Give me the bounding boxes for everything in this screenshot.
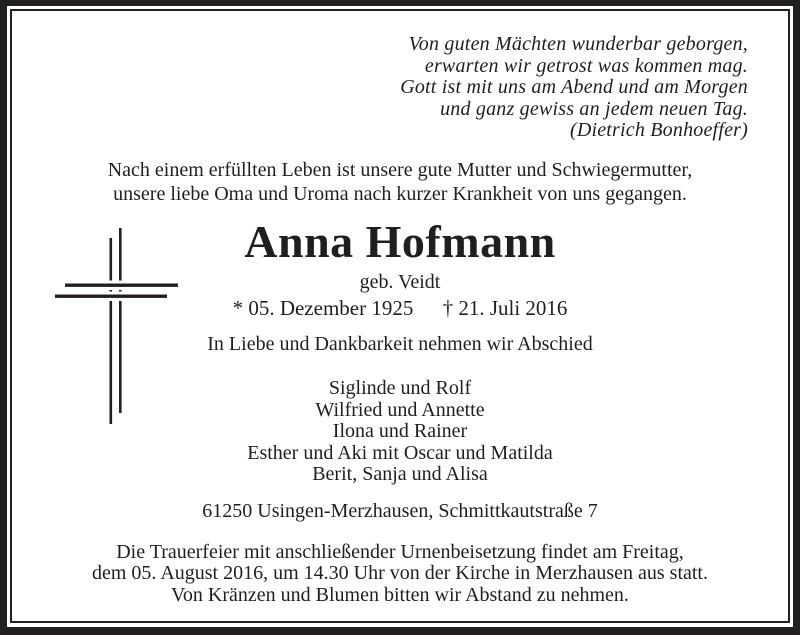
mourner-line: Ilona und Rainer [332,420,468,443]
intro-line: unsere liebe Oma und Uroma nach kurzer Krankheit von uns gegangen. [113,182,687,205]
poem-line: und ganz gewiss an jedem neuen Tag. [440,97,748,120]
funeral-line: dem 05. August 2016, um 14.30 Uhr von der Kirche in Merzhausen aus statt. [91,562,708,585]
poem-line: Gott ist mit uns am Abend und am Morgen [400,76,748,99]
mourner-line: Esther und Aki mit Oscar und Matilda [247,441,553,464]
maiden-name: geb. Veidt [359,271,441,293]
mourner-line: Berit, Sanja und Alisa [312,463,488,486]
poem-quote [400,34,748,142]
funeral-line: Die Trauerfeier mit anschließender Urnenbeisetzung findet am Freitag, [116,541,684,563]
mourner-line: Siglinde und Rolf [328,377,472,399]
mourner-line: Wilfried und Annette [315,398,485,421]
poem-attribution: (Dietrich Bonhoeffer) [569,119,748,142]
farewell-line: In Liebe und Dankbarkeit nehmen wir Abschied [207,333,593,355]
intro-text [0,159,800,206]
funeral-line: Von Kränzen und Blumen bitten wir Abstand zu nehmen. [171,583,629,606]
intro-line: Nach einem erfüllten Leben ist unsere gute Mutter und Schwiegermutter, [107,159,693,181]
funeral-info [0,542,800,606]
address-line: 61250 Usingen-Merzhausen, Schmittkautstraße 7 [202,500,598,522]
life-dates [0,298,800,319]
birth-date: * 05. Dezember 1925 [232,296,414,320]
poem-line: Von guten Mächten wunderbar geborgen, [408,33,748,55]
death-date: † 21. Juli 2016 [442,296,568,320]
mourners-list [0,378,800,486]
deceased-name: Anna Hofmann [244,216,556,267]
poem-line: erwarten wir getrost was kommen mag. [424,54,748,77]
